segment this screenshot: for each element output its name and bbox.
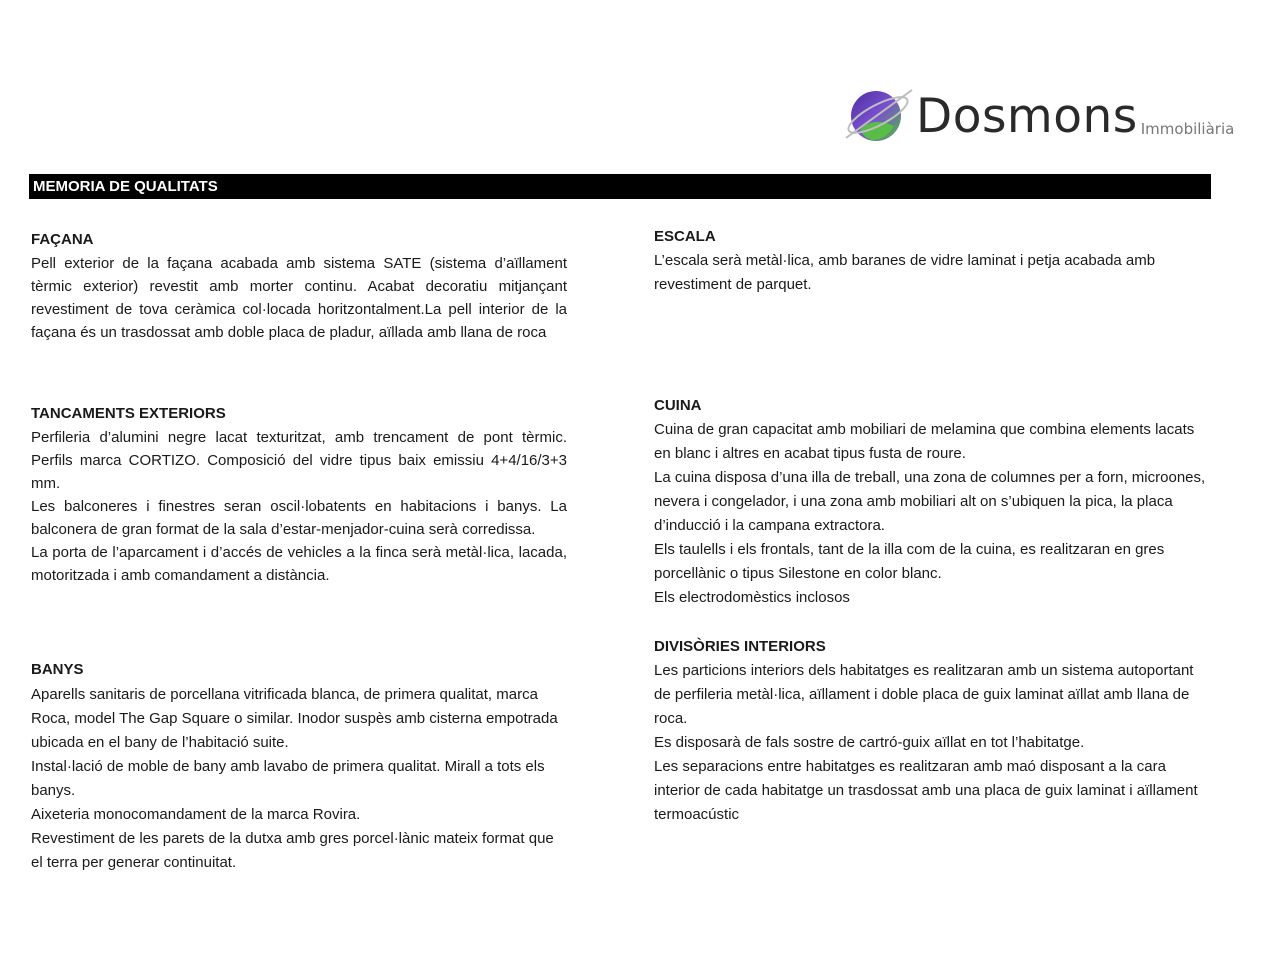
section-title: CUINA	[654, 397, 702, 414]
section-paragraph: Les balconeres i finestres seran oscil·lobatents en habitacions i banys. La balconera de gran format de la sala d’estar-menjador-cuina serà corredissa.	[31, 498, 567, 538]
section-paragraph: Cuina de gran capacitat amb mobiliari de melamina que combina elements lacats en blanc i altres en acabat tipus fusta de roure.	[654, 421, 1195, 462]
section-title: TANCAMENTS EXTERIORS	[31, 405, 226, 422]
section-paragraph: Els taulells i els frontals, tant de la illa com de la cuina, es realitzaran en gres porcellànic o tipus Silestone en color blanc.	[654, 541, 1165, 582]
section-paragraph: Les particions interiors dels habitatges es realitzaran amb un sistema autoportant de perfileria metàl·lica, aïllament i doble placa de guix laminat aïllat amb llana de roca.	[654, 662, 1194, 727]
brand-name: Dosmons	[916, 89, 1138, 144]
section-title: FAÇANA	[31, 231, 94, 248]
section-escala	[654, 228, 1210, 297]
section-cuina	[654, 397, 1210, 610]
section-title: BANYS	[31, 661, 84, 678]
globe-logo-icon	[842, 86, 914, 146]
section-text: L’escala serà metàl·lica, amb baranes de vidre laminat i petja acabada amb revestiment de parquet.	[654, 252, 1156, 293]
section-paragraph: Perfileria d’alumini negre lacat texturitzat, amb trencament de pont tèrmic. Perfils marca CORTIZO. Composició del vidre tipus baix emissiu 4+4/16/3+3 mm.	[31, 429, 567, 492]
section-paragraph: La porta de l’aparcament i d’accés de vehicles a la finca serà metàl·lica, lacada, motoritzada i amb comandament a distància.	[31, 544, 567, 584]
section-paragraph: Les separacions entre habitatges es realitzaran amb maó disposant a la cara interior de cada habitatge un trasdossat amb una placa de guix laminat i aïllament termoacústic	[654, 758, 1198, 823]
section-title: ESCALA	[654, 228, 716, 245]
section-title: DIVISÒRIES INTERIORS	[654, 638, 826, 655]
section-paragraph: La cuina disposa d’una illa de treball, una zona de columnes per a forn, microones, nevera i congelador, i una zona amb mobiliari alt on s’ubiquen la pica, la placa d’inducció i la campana extractora.	[654, 469, 1206, 534]
brand-logo	[842, 86, 1234, 146]
section-paragraph: Revestiment de les parets de la dutxa amb gres porcel·lànic mateix format que el terra per generar continuitat.	[31, 830, 554, 871]
section-paragraph: Es disposarà de fals sostre de cartró-guix aïllat en tot l’habitatge.	[654, 734, 1085, 751]
section-text: Pell exterior de la façana acabada amb sistema SATE (sistema d’aïllament tèrmic exterior) revestit amb morter continu. Acabat decoratiu mitjançant revestiment de tova ceràmica col·locada horitzontalment.La pell interior de la façana és un trasdossat amb doble placa de pladur, aïllada amb llana de roca	[31, 255, 567, 341]
section-facana	[31, 231, 567, 344]
section-tancaments-exteriors	[31, 405, 567, 587]
section-paragraph: Instal·lació de moble de bany amb lavabo de primera qualitat. Mirall a tots els banys.	[31, 758, 545, 799]
section-paragraph: Aparells sanitaris de porcellana vitrificada blanca, de primera qualitat, marca Roca, model The Gap Square o similar. Inodor suspès amb cisterna empotrada ubicada en el bany de l’habitació suite.	[31, 686, 558, 751]
section-divisories-interiors	[654, 638, 1210, 827]
brand-subtitle: Immobiliària	[1140, 120, 1235, 138]
document-title: MEMORIA DE QUALITATS	[29, 174, 1211, 199]
section-banys	[31, 661, 567, 875]
section-paragraph: Els electrodomèstics inclosos	[654, 589, 850, 606]
section-paragraph: Aixeteria monocomandament de la marca Rovira.	[31, 806, 361, 823]
